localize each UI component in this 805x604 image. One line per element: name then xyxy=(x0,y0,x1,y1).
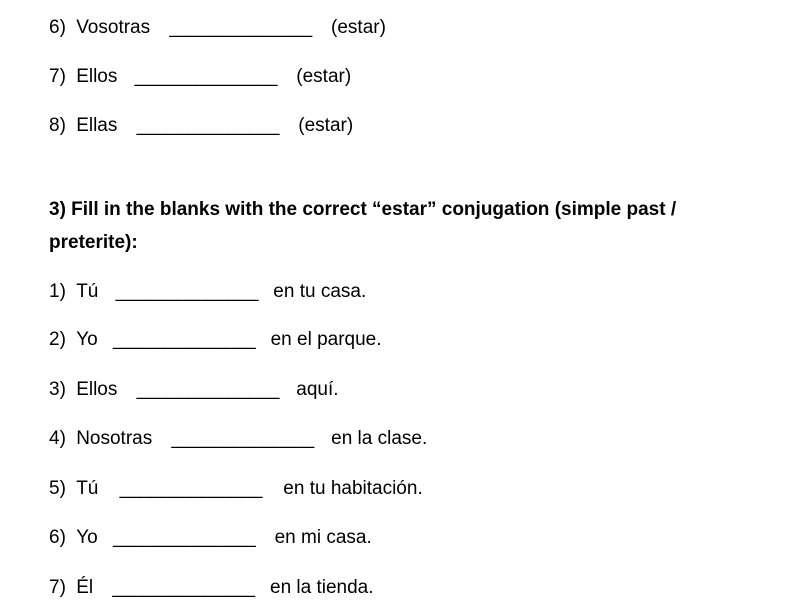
item-number: 2) xyxy=(49,329,66,350)
answer-blank: ______________ xyxy=(115,281,258,302)
item-number: 6) xyxy=(49,527,66,548)
item-hint: (estar) xyxy=(298,115,354,136)
item-sentence-end: en mi casa. xyxy=(274,527,372,548)
answer-blank: ______________ xyxy=(134,66,277,87)
item-subject: Tú xyxy=(76,281,99,302)
item-number: 3) xyxy=(49,379,66,400)
section-heading: 3) Fill in the blanks with the correct “estar” conjugation (simple past / preterite): xyxy=(49,199,677,253)
item-hint: (estar) xyxy=(331,17,386,38)
exercise-line xyxy=(49,478,423,500)
item-subject: Ellos xyxy=(76,66,118,87)
item-sentence-end: en el parque. xyxy=(270,329,382,350)
item-number: 4) xyxy=(49,428,66,449)
answer-blank: ______________ xyxy=(112,577,255,598)
item-subject: Nosotras xyxy=(76,428,153,449)
item-sentence-end: en tu casa. xyxy=(273,281,367,302)
item-subject: Yo xyxy=(76,329,98,350)
item-subject: Él xyxy=(76,577,94,598)
item-number: 5) xyxy=(49,478,66,499)
item-hint: (estar) xyxy=(296,66,352,87)
answer-blank: ______________ xyxy=(112,527,256,548)
item-number: 7) xyxy=(49,66,66,87)
exercise-line xyxy=(49,329,382,351)
item-sentence-end: aquí. xyxy=(296,379,339,400)
exercise-line xyxy=(49,379,339,401)
exercise-line xyxy=(49,66,351,88)
answer-blank: ______________ xyxy=(119,478,262,499)
item-subject: Ellas xyxy=(76,115,118,136)
exercise-line xyxy=(49,577,374,599)
item-subject: Ellos xyxy=(76,379,118,400)
exercise-line xyxy=(49,115,353,137)
item-subject: Vosotras xyxy=(76,17,151,38)
item-number: 8) xyxy=(49,115,66,136)
item-sentence-end: en tu habitación. xyxy=(283,478,423,499)
item-sentence-end: en la clase. xyxy=(331,428,428,449)
answer-blank: ______________ xyxy=(171,428,314,449)
exercise-line xyxy=(49,428,427,450)
item-number: 7) xyxy=(49,577,66,598)
item-number: 6) xyxy=(49,17,66,38)
exercise-line xyxy=(49,281,366,303)
exercise-line xyxy=(49,527,372,549)
exercise-line xyxy=(49,17,386,39)
item-subject: Yo xyxy=(76,527,98,548)
answer-blank: ______________ xyxy=(169,17,312,38)
item-subject: Tú xyxy=(76,478,99,499)
answer-blank: ______________ xyxy=(136,379,279,400)
answer-blank: ______________ xyxy=(136,115,279,136)
answer-blank: ______________ xyxy=(112,329,256,350)
item-sentence-end: en la tienda. xyxy=(270,577,374,598)
item-number: 1) xyxy=(49,281,66,302)
